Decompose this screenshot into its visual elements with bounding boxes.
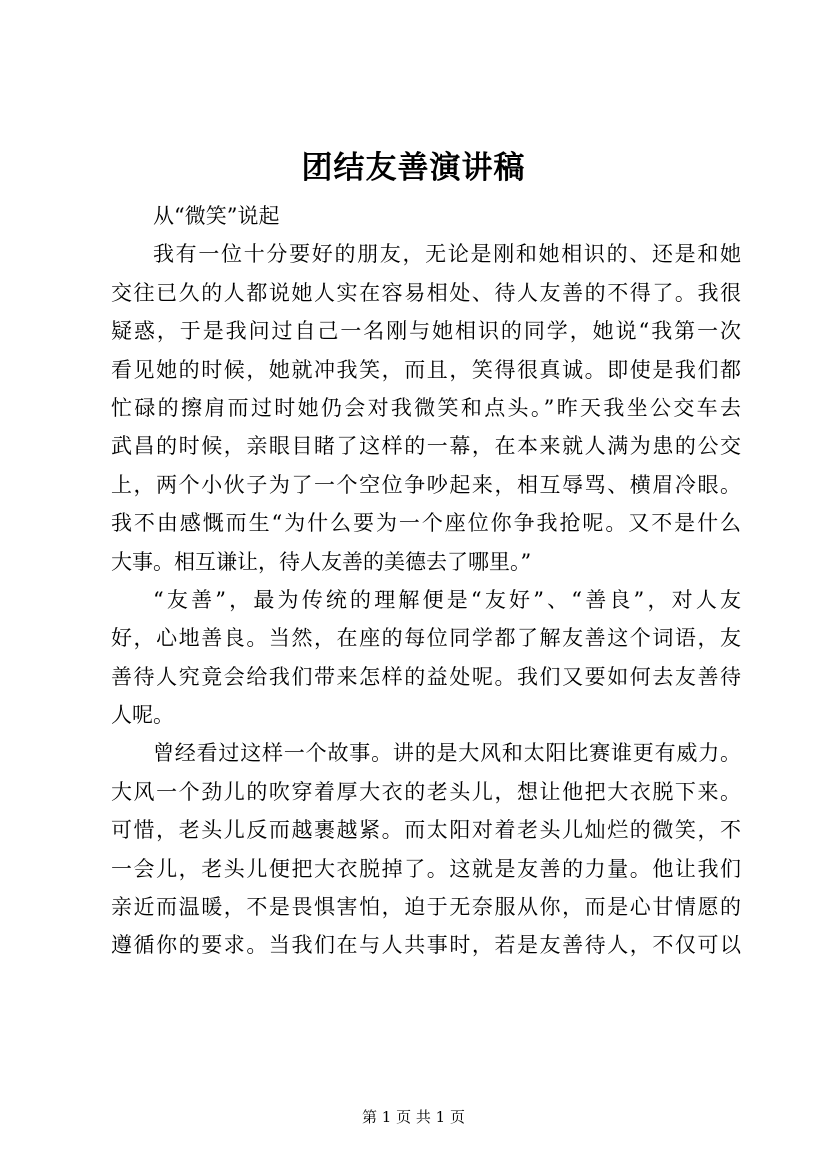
paragraph-line: 武昌的时候，亲眼目睹了这样的一幕，在本来就人满为患的公交 — [111, 434, 741, 459]
document-body — [111, 197, 741, 965]
paragraph-line: 忙碌的擦肩而过时她仍会对我微笑和点头。”昨天我坐公交车去 — [111, 395, 741, 420]
paragraph-line: 一会儿，老头儿便把大衣脱掉了。这就是友善的力量。他让我们 — [111, 856, 741, 881]
section-heading: 从“微笑”说起 — [153, 204, 280, 228]
paragraph-line: 大事。相互谦让，待人友善的美德去了哪里。” — [111, 549, 532, 574]
paragraph-line: 善待人究竟会给我们带来怎样的益处呢。我们又要如何去友善待 — [111, 664, 741, 689]
document-title: 团结友善演讲稿 — [301, 150, 526, 186]
paragraph-line: 好，心地善良。当然，在座的每位同学都了解友善这个词语，友 — [111, 626, 741, 651]
paragraph-line: 我不由感慨而生“为什么要为一个座位你争我抢呢。又不是什么 — [111, 511, 741, 536]
page-number-footer: 第 1 页 共 1 页 — [362, 1108, 465, 1126]
paragraph-line: 疑惑，于是我问过自己一名刚与她相识的同学，她说“我第一次 — [111, 319, 741, 344]
paragraph-line: 看见她的时候，她就冲我笑，而且，笑得很真诚。即使是我们都 — [111, 357, 741, 382]
paragraph-line: 我有一位十分要好的朋友，无论是刚和她相识的、还是和她 — [153, 242, 741, 267]
paragraph-line: 交往已久的人都说她人实在容易相处、待人友善的不得了。我很 — [111, 280, 741, 305]
paragraph-line: 上，两个小伙子为了一个空位争吵起来，相互辱骂、横眉冷眼。 — [111, 472, 741, 497]
paragraph-line: 亲近而温暖，不是畏惧害怕，迫于无奈服从你，而是心甘情愿的 — [111, 895, 741, 920]
paragraph-line: 人呢。 — [111, 703, 174, 728]
paragraph-line: 曾经看过这样一个故事。讲的是大风和太阳比赛谁更有威力。 — [153, 741, 741, 766]
paragraph-line: “友善”，最为传统的理解便是“友好”、“善良”，对人友 — [153, 587, 741, 612]
paragraph-line: 可惜，老头儿反而越裹越紧。而太阳对着老头儿灿烂的微笑，不 — [111, 818, 741, 843]
paragraph-line: 遵循你的要求。当我们在与人共事时，若是友善待人，不仅可以 — [111, 933, 741, 958]
paragraph-line: 大风一个劲儿的吹穿着厚大衣的老头儿，想让他把大衣脱下来。 — [111, 779, 741, 804]
